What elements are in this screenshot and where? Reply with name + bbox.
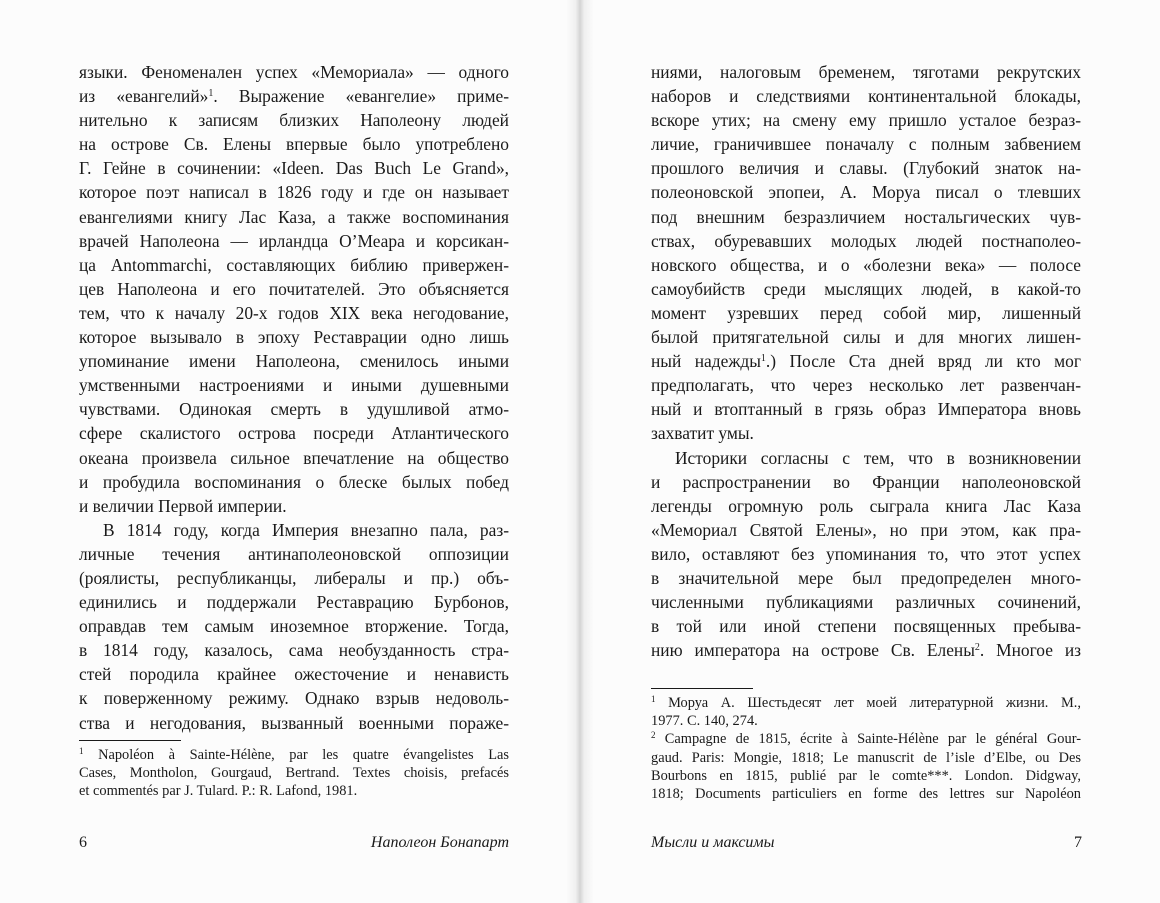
text-line <box>79 349 509 373</box>
line-text: личие, граничившее поначалу с полным забвением <box>651 134 1081 155</box>
text-line <box>651 373 1081 397</box>
line-text: на острове Св. Елены впервые было употреблено <box>79 134 509 155</box>
text-line <box>651 60 1081 84</box>
line-text: оправдав тем самым иноземное вторжение. Тогда, <box>79 616 509 637</box>
line-text: чувствами. Одинокая смерть в удушливой атмо- <box>79 399 509 420</box>
line-text: В 1814 году, когда Империя внезапно пала, раз- <box>103 519 509 540</box>
text-line <box>79 253 509 277</box>
line-text: Моруа А. Шестьдесят лет моей литературной жизни. М., <box>655 695 1081 711</box>
text-line <box>651 349 1081 373</box>
line-text-rest: . Многое из <box>979 640 1081 661</box>
line-text: численными публикациями различных сочинений, <box>651 592 1081 613</box>
line-text-rest: . Выражение «евангелие» приме- <box>213 86 509 107</box>
text-line <box>79 397 509 421</box>
text-line <box>79 542 509 566</box>
line-text: к поверженному режиму. Однако взрыв недоволь- <box>79 688 509 709</box>
text-line <box>651 325 1081 349</box>
footnote-line <box>79 764 509 782</box>
text-line <box>79 686 509 710</box>
line-text: легенды огромную роль сыграла книга Лас Каза <box>651 495 1081 516</box>
line-text: 1977. С. 140, 274. <box>651 713 758 730</box>
text-line <box>79 614 509 638</box>
text-line <box>79 229 509 253</box>
line-text: которое поэт написал в 1826 году и где он называет <box>79 182 509 203</box>
text-line <box>651 494 1081 518</box>
footnote-marker: 2 <box>651 730 656 741</box>
text-line <box>79 108 509 132</box>
line-text: предполагать, что через несколько лет развенчан- <box>651 375 1081 396</box>
footnote-line <box>651 785 1081 803</box>
text-line <box>79 325 509 349</box>
line-text: ный надежды <box>651 351 761 372</box>
text-line <box>651 421 1081 445</box>
line-text: былой притягательной силы и для многих лишен- <box>651 327 1081 348</box>
line-text: единились и поддержали Реставрацию Бурбонов, <box>79 592 509 613</box>
text-line <box>651 470 1081 494</box>
text-line <box>79 494 509 518</box>
line-text: ца Antommarchi, составляющих библию привержен- <box>79 254 509 275</box>
line-text: вило, оставляют без упоминания то, что этот успех <box>651 543 1081 564</box>
line-text: вскоре утих; на смену ему пришло усталое безраз- <box>651 110 1081 131</box>
text-line <box>651 277 1081 301</box>
line-text: Napoléon à Sainte-Hélène, par les quatre évangelistes Las <box>83 747 509 763</box>
line-text: ниями, налоговым бременем, тяготами рекрутских <box>651 62 1081 82</box>
line-text: океана произвела сильное впечатление на общество <box>79 447 509 468</box>
line-text: умственными настроениями и иными душевными <box>79 375 509 396</box>
footnote-line <box>651 712 1081 730</box>
line-text: «Мемориал Святой Елены», но при этом, как пра- <box>651 519 1081 540</box>
line-text: в значительной мере был предопределен много- <box>651 567 1081 588</box>
line-text: под внешним безразличием ностальгических чув- <box>651 206 1081 227</box>
text-line <box>79 277 509 301</box>
line-text: цев Наполеона и его почитателей. Это объясняется <box>79 278 509 299</box>
line-text: и распространении во Франции наполеоновской <box>651 471 1081 492</box>
line-text-rest: .) После Ста дней вряд ли кто мог <box>765 351 1081 372</box>
line-text: ный и втоптанный в грязь образ Императора вновь <box>651 399 1081 420</box>
text-line <box>79 421 509 445</box>
text-line <box>651 205 1081 229</box>
text-line <box>79 470 509 494</box>
text-line <box>651 397 1081 421</box>
text-line <box>79 180 509 204</box>
footnote-marker: 1 <box>208 88 214 100</box>
line-text: тем, что к началу 20-х годов XIX века негодование, <box>79 302 509 323</box>
line-text: Г. Гейне в сочинении: «Ideen. Das Buch Le Grand», <box>79 158 509 179</box>
footnote-line <box>651 767 1081 785</box>
footnote-line <box>651 749 1081 767</box>
text-line <box>651 614 1081 638</box>
text-line <box>79 662 509 686</box>
text-line <box>651 229 1081 253</box>
text-line <box>79 60 509 84</box>
line-text: упоминание имени Наполеона, сменилось иными <box>79 351 509 372</box>
text-line <box>651 156 1081 180</box>
text-line <box>79 156 509 180</box>
text-line <box>651 84 1081 108</box>
text-line <box>79 132 509 156</box>
text-line <box>651 566 1081 590</box>
text-line <box>79 566 509 590</box>
footnote-line <box>651 694 1081 712</box>
line-text: захватит умы. <box>651 423 754 444</box>
footnote-marker: 2 <box>974 642 980 654</box>
line-text: стей породила крайнее ожесточение и ненависть <box>79 664 509 685</box>
line-text: в той или иной степени посвященных пребыва- <box>651 616 1081 637</box>
footnote-marker: 1 <box>651 694 656 704</box>
line-text: самоубийств среди мыслящих людей, в какой-то <box>651 278 1081 299</box>
line-text: врачей Наполеона — ирландца О’Меара и корсикан- <box>79 230 509 251</box>
line-text: и пробудила воспоминания о блеске былых побед <box>79 471 509 492</box>
left-footnote-text <box>79 746 509 801</box>
text-line <box>651 590 1081 614</box>
line-text: ства и негодования, вызванный военными пораже- <box>79 712 509 733</box>
line-text: в 1814 году, казалось, сама необузданность стра- <box>79 640 509 661</box>
line-text: из «евангелий» <box>79 86 209 107</box>
right-page <box>580 0 1160 903</box>
line-text: сфере скалистого острова посреди Атлантического <box>79 423 509 444</box>
page-number-right: 7 <box>1074 834 1082 851</box>
line-text: прошлого величия и славы. (Глубокий знаток на- <box>651 158 1081 179</box>
footnote-line <box>79 746 509 764</box>
text-line <box>651 253 1081 277</box>
text-line <box>79 84 509 108</box>
text-line <box>79 301 509 325</box>
line-text: нительно к записям близких Наполеону людей <box>79 110 509 131</box>
text-line <box>79 711 509 735</box>
left-footnotes <box>79 740 509 801</box>
right-footnote-text <box>651 694 1081 803</box>
line-text: новского общества, и о «болезни века» — полосе <box>651 254 1081 275</box>
text-line <box>651 446 1081 470</box>
text-line <box>651 108 1081 132</box>
left-body-text <box>79 60 509 735</box>
text-line <box>651 132 1081 156</box>
footnote-line <box>651 730 1081 748</box>
line-text: момент узревших перед собой мир, лишенный <box>651 302 1081 323</box>
line-text: gaud. Paris: Mongie, 1818; Le manuscrit de l’isle d’Elbe, ou Des <box>651 749 1081 766</box>
footnote-rule <box>651 688 753 689</box>
text-line <box>651 518 1081 542</box>
page-number-left: 6 <box>79 834 87 851</box>
line-text: Cases, Montholon, Gourgaud, Bertrand. Textes choisis, prefacés <box>79 765 509 782</box>
text-line <box>79 446 509 470</box>
line-text: и величии Первой империи. <box>79 495 287 516</box>
text-line <box>651 180 1081 204</box>
line-text: которое вызывало в эпоху Реставрации одно лишь <box>79 327 509 348</box>
right-footnotes <box>651 688 1081 803</box>
line-text: Историки согласны с тем, что в возникновении <box>675 447 1081 468</box>
line-text: ствах, обуревавших молодых людей постнаполео- <box>651 230 1081 251</box>
text-line <box>79 518 509 542</box>
line-text: наборов и следствиями континентальной блокады, <box>651 86 1081 107</box>
footnote-marker: 1 <box>79 746 84 756</box>
line-text: языки. Феноменален успех «Мемориала» — одного <box>79 62 509 82</box>
text-line <box>651 638 1081 662</box>
running-head-left: Наполеон Бонапарт <box>370 834 509 851</box>
text-line <box>79 638 509 662</box>
right-body-text <box>651 60 1081 662</box>
line-text: евангелиями книгу Лас Каза, а также воспоминания <box>79 206 509 227</box>
text-line <box>651 542 1081 566</box>
text-line <box>79 590 509 614</box>
line-text: полеоновской эпопеи, А. Моруа писал о тлевших <box>651 182 1081 203</box>
footnote-rule <box>79 740 181 741</box>
line-text: et commentés par J. Tulard. P.: R. Lafond, 1981. <box>79 783 358 800</box>
text-line <box>79 205 509 229</box>
line-text: 1818; Documents particuliers en forme des lettres sur Napoléon <box>651 785 1081 802</box>
running-head-right: Мысли и максимы <box>651 834 775 851</box>
text-line <box>651 301 1081 325</box>
line-text: Bourbons en 1815, publié par le comte***. London. Didgway, <box>651 767 1081 784</box>
line-text: (роялисты, республиканцы, либералы и пр.) объ- <box>79 567 509 588</box>
line-text: личные течения антинаполеоновской оппозиции <box>79 543 509 564</box>
line-text: нию императора на острове Св. Елены <box>651 640 975 661</box>
footnote-marker: 1 <box>760 353 766 365</box>
footnote-line <box>79 782 509 800</box>
text-line <box>79 373 509 397</box>
line-text: Campagne de 1815, écrite à Sainte-Hélène par le général Gour- <box>655 731 1081 748</box>
